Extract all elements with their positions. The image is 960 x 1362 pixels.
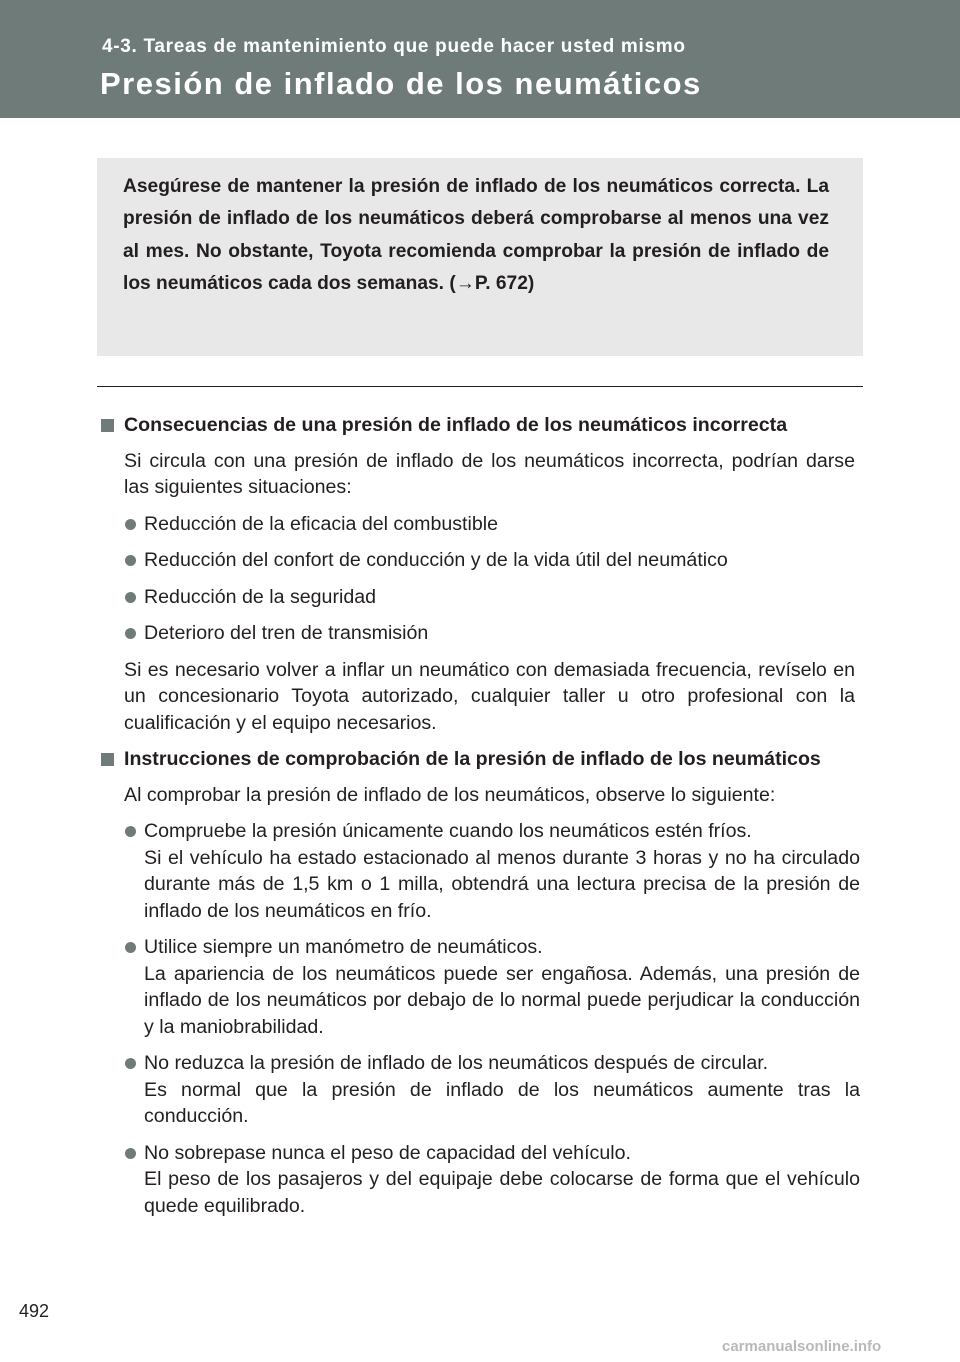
section-heading-instructions: [100, 746, 855, 773]
section-label: 4-3. Tareas de mantenimiento que puede hacer usted mismo: [102, 36, 686, 57]
circle-bullet-icon: [125, 942, 136, 953]
list-item-text: Reducción de la eficacia del combustible: [144, 512, 498, 535]
section-heading-consequences: [100, 412, 855, 439]
list-item-text: Reducción de la seguridad: [144, 585, 377, 608]
list-item-title: Utilice siempre un manómetro de neumáticos.: [144, 936, 543, 958]
page-title: Presión de inflado de los neumáticos: [100, 66, 702, 101]
intro-text: Asegúrese de mantener la presión de inflado de los neumáticos correcta. La presión de inflado de los neumáticos deberá comprobarse al menos una vez al mes. No obstante, Toyota recomienda comprobar la presión de inflado de los neumáticos cada dos semanas. (→P. 672): [123, 176, 829, 295]
page-number: 492: [19, 1301, 50, 1321]
list-item: [100, 620, 855, 647]
watermark: carmanualsonline.info: [722, 1338, 882, 1355]
list-item-text: Si el vehículo ha estado estacionado al menos durante 3 horas y no ha circulado durante más de 1,5 km o 1 milla, obtendrá una lectura precisa de la presión de inflado de los neumáticos en frío.: [144, 846, 860, 922]
circle-bullet-icon: [125, 1148, 136, 1159]
section-note: Si es necesario volver a inflar un neumático con demasiada frecuencia, revíselo en un concesionario Toyota autorizado, cualquier taller u otro profesional con la cualificación y el equipo necesarios.: [124, 658, 855, 734]
chapter-header: [0, 0, 960, 118]
section-heading-text: Instrucciones de comprobación de la presión de inflado de los neumáticos: [124, 748, 821, 770]
section-divider: [97, 386, 863, 387]
content: [100, 412, 860, 1229]
section-lead: Si circula con una presión de inflado de los neumáticos incorrecta, podrían darse las siguientes situaciones:: [124, 449, 855, 498]
list-item-text: Deterioro del tren de transmisión: [144, 622, 429, 644]
list-item: [100, 547, 855, 574]
list-item-title: No reduzca la presión de inflado de los neumáticos después de circular.: [144, 1052, 769, 1074]
intro-box: [97, 158, 863, 356]
list-item-text: La apariencia de los neumáticos puede ser engañosa. Además, una presión de inflado de los neumáticos por debajo de lo normal puede perjudicar la conducción y la maniobrabilidad.: [144, 962, 860, 1038]
list-item: [100, 934, 860, 1040]
section-heading-text: Consecuencias de una presión de inflado de los neumáticos incorrecta: [124, 414, 788, 436]
section-lead: Al comprobar la presión de inflado de los neumáticos, observe lo siguiente:: [124, 783, 776, 806]
list-item-text: Reducción del confort de conducción y de la vida útil del neumático: [144, 549, 728, 571]
list-item-title: Compruebe la presión únicamente cuando los neumáticos estén fríos.: [144, 820, 752, 842]
circle-bullet-icon: [125, 519, 136, 530]
circle-bullet-icon: [125, 592, 136, 603]
list-item: [100, 818, 860, 924]
list-item-text: Es normal que la presión de inflado de los neumáticos aumente tras la conducción.: [144, 1078, 860, 1127]
square-bullet-icon: [101, 753, 114, 766]
circle-bullet-icon: [125, 555, 136, 566]
circle-bullet-icon: [125, 628, 136, 639]
circle-bullet-icon: [125, 826, 136, 837]
list-item: [100, 1140, 860, 1220]
list-item-text: El peso de los pasajeros y del equipaje debe colocarse de forma que el vehículo quede equilibrado.: [144, 1168, 860, 1217]
list-item: [100, 511, 855, 538]
square-bullet-icon: [101, 419, 114, 432]
circle-bullet-icon: [125, 1058, 136, 1069]
list-item-title: No sobrepase nunca el peso de capacidad del vehículo.: [144, 1141, 631, 1164]
list-item: [100, 1050, 860, 1130]
list-item: [100, 584, 855, 611]
